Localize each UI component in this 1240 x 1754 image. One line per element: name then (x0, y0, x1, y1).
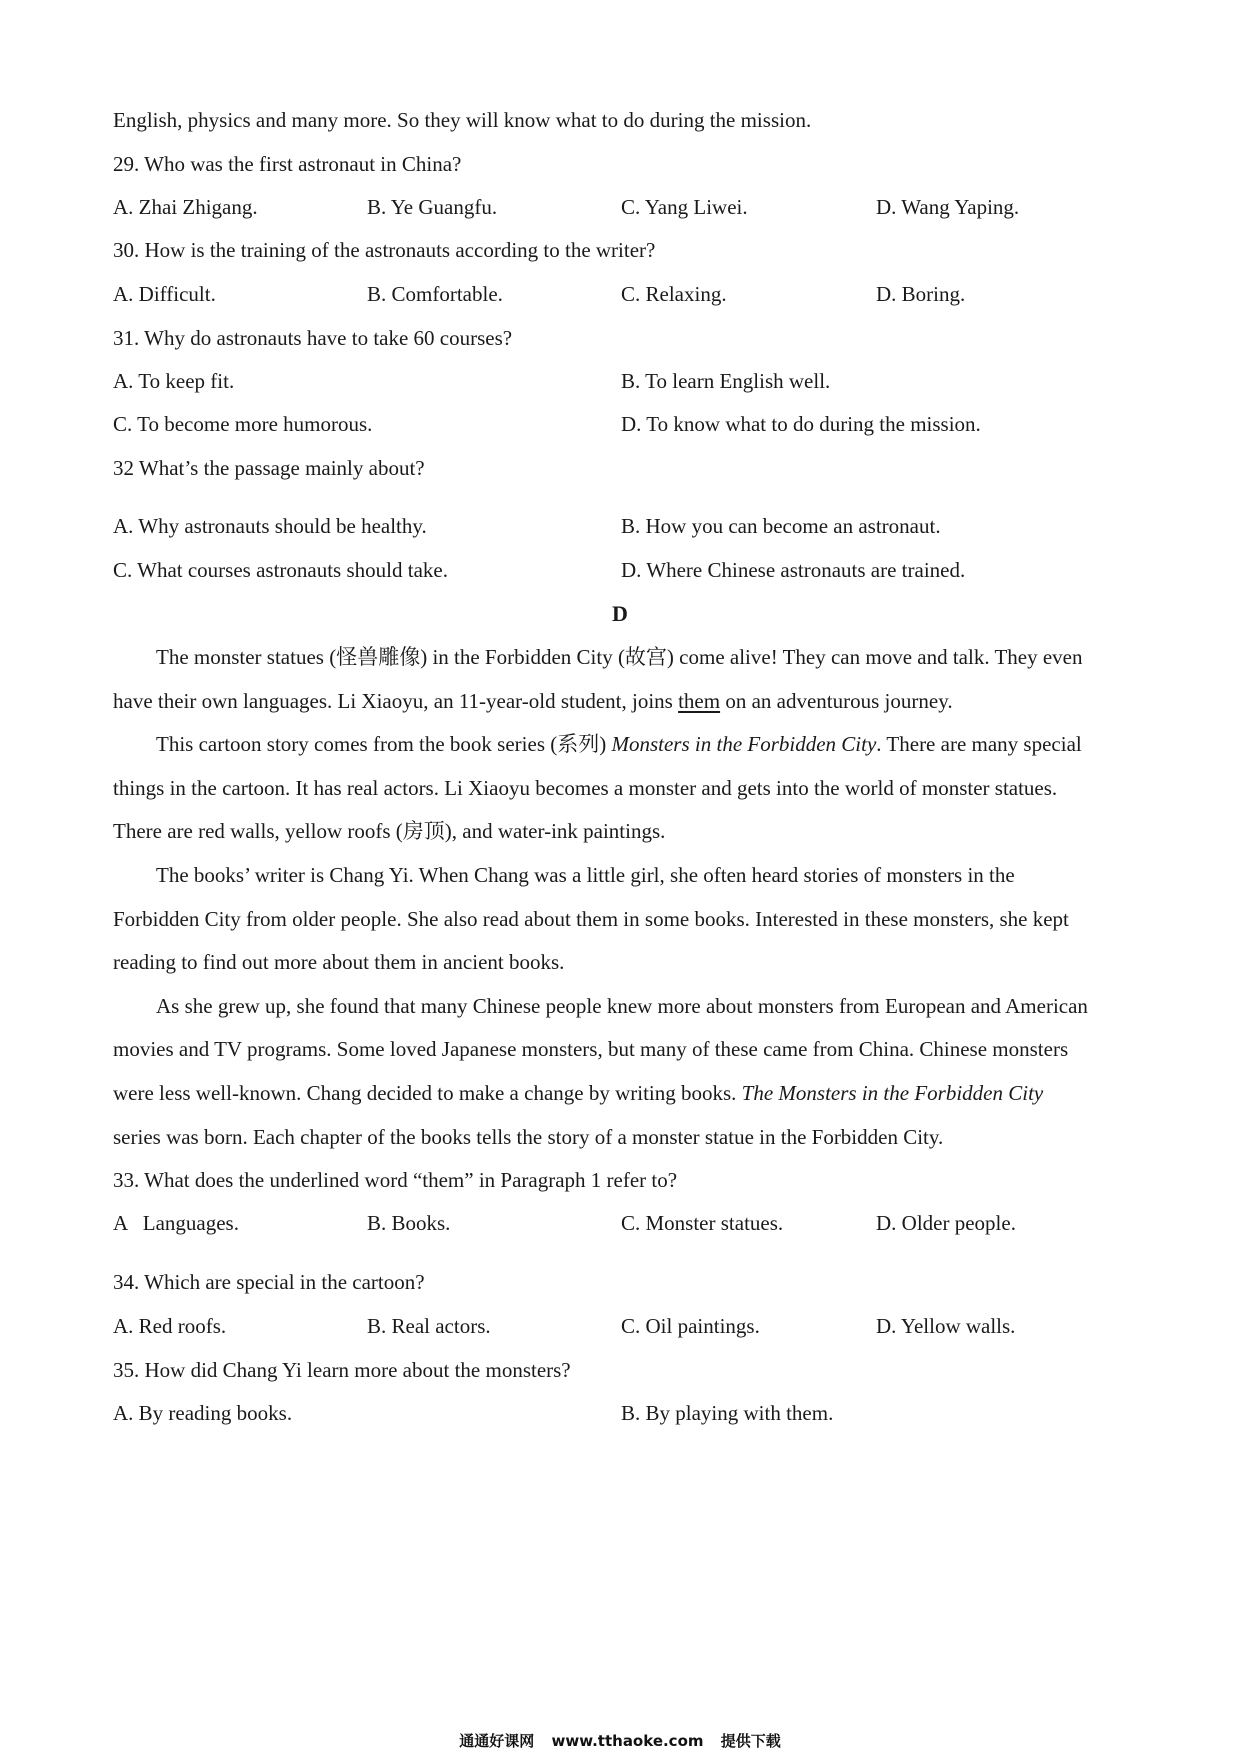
passage-p2-line3: There are red walls, yellow roofs (房顶), and water-ink paintings. (113, 819, 666, 843)
q33-option-c: C. Monster statues. (621, 1211, 784, 1235)
page-footer (0, 1731, 1240, 1751)
footer-url[interactable]: www.tthaoke.com (551, 1732, 704, 1750)
passage-p4-line3 (113, 1080, 1043, 1106)
question-34: 34. Which are special in the cartoon? (113, 1270, 425, 1294)
q30-option-c: C. Relaxing. (621, 282, 727, 306)
passage-p3-line2: Forbidden City from older people. She also read about them in some books. Interested in these monsters, she kept (113, 907, 1069, 931)
footer-site-name: 通通好课网 (459, 1732, 535, 1750)
q31-option-c: C. To become more humorous. (113, 412, 373, 436)
q34-option-b: B. Real actors. (367, 1314, 491, 1338)
passage-p4-line4: series was born. Each chapter of the books tells the story of a monster statue in the Forbidden City. (113, 1125, 944, 1149)
q30-option-b: B. Comfortable. (367, 282, 503, 306)
question-31: 31. Why do astronauts have to take 60 courses? (113, 326, 513, 350)
question-32: 32 What’s the passage mainly about? (113, 456, 425, 480)
q33-option-d: D. Older people. (876, 1211, 1016, 1235)
book-title: Monsters in the Forbidden City (611, 732, 877, 756)
q33-option-a: A Languages. (113, 1211, 239, 1235)
q32-option-a: A. Why astronauts should be healthy. (113, 514, 427, 538)
intro-tail: English, physics and many more. So they will know what to do during the mission. (113, 108, 812, 132)
q29-option-d: D. Wang Yaping. (876, 195, 1020, 219)
q34-option-d: D. Yellow walls. (876, 1314, 1016, 1338)
q32-option-c: C. What courses astronauts should take. (113, 558, 448, 582)
section-heading: D (612, 601, 628, 626)
passage-text: have their own languages. Li Xiaoyu, an 11-year-old student, joins (113, 689, 679, 713)
passage-text: on an adventurous journey. (720, 689, 953, 713)
q30-option-a: A. Difficult. (113, 282, 216, 306)
q30-option-d: D. Boring. (876, 282, 966, 306)
question-30: 30. How is the training of the astronauts according to the writer? (113, 238, 656, 262)
passage-text: This cartoon story comes from the book series (系列) (156, 732, 612, 756)
q29-option-a: A. Zhai Zhigang. (113, 195, 258, 219)
underlined-word-them: them (678, 689, 721, 713)
passage-p2-line1 (156, 731, 1082, 757)
passage-p3-line3: reading to find out more about them in ancient books. (113, 950, 565, 974)
passage-p2-line2: things in the cartoon. It has real actors. Li Xiaoyu becomes a monster and gets into the world of monster statues. (113, 776, 1058, 800)
passage-p1-line1: The monster statues (怪兽雕像) in the Forbidden City (故宫) come alive! They can move and talk. They even (156, 645, 1083, 669)
q29-option-c: C. Yang Liwei. (621, 195, 748, 219)
question-29: 29. Who was the first astronaut in China? (113, 152, 462, 176)
book-title: The Monsters in the Forbidden City (741, 1081, 1044, 1105)
passage-p3-line1: The books’ writer is Chang Yi. When Chang was a little girl, she often heard stories of monsters in the (156, 863, 1015, 887)
question-35: 35. How did Chang Yi learn more about the monsters? (113, 1358, 571, 1382)
passage-p1-line2 (113, 688, 953, 714)
q31-option-a: A. To keep fit. (113, 369, 235, 393)
q31-option-b: B. To learn English well. (621, 369, 831, 393)
question-33: 33. What does the underlined word “them” in Paragraph 1 refer to? (113, 1168, 678, 1192)
q34-option-c: C. Oil paintings. (621, 1314, 760, 1338)
passage-p4-line1: As she grew up, she found that many Chinese people knew more about monsters from European and American (156, 994, 1088, 1018)
q29-option-b: B. Ye Guangfu. (367, 195, 498, 219)
passage-text: . There are many special (876, 732, 1082, 756)
q32-option-b: B. How you can become an astronaut. (621, 514, 941, 538)
q34-option-a: A. Red roofs. (113, 1314, 227, 1338)
passage-text: were less well-known. Chang decided to make a change by writing books. (113, 1081, 742, 1105)
footer-note: 提供下载 (720, 1732, 781, 1750)
q35-option-a: A. By reading books. (113, 1401, 293, 1425)
passage-p4-line2: movies and TV programs. Some loved Japanese monsters, but many of these came from China. Chinese monsters (113, 1037, 1069, 1061)
q33-option-b: B. Books. (367, 1211, 451, 1235)
q31-option-d: D. To know what to do during the mission. (621, 412, 981, 436)
q35-option-b: B. By playing with them. (621, 1401, 834, 1425)
q32-option-d: D. Where Chinese astronauts are trained. (621, 558, 966, 582)
